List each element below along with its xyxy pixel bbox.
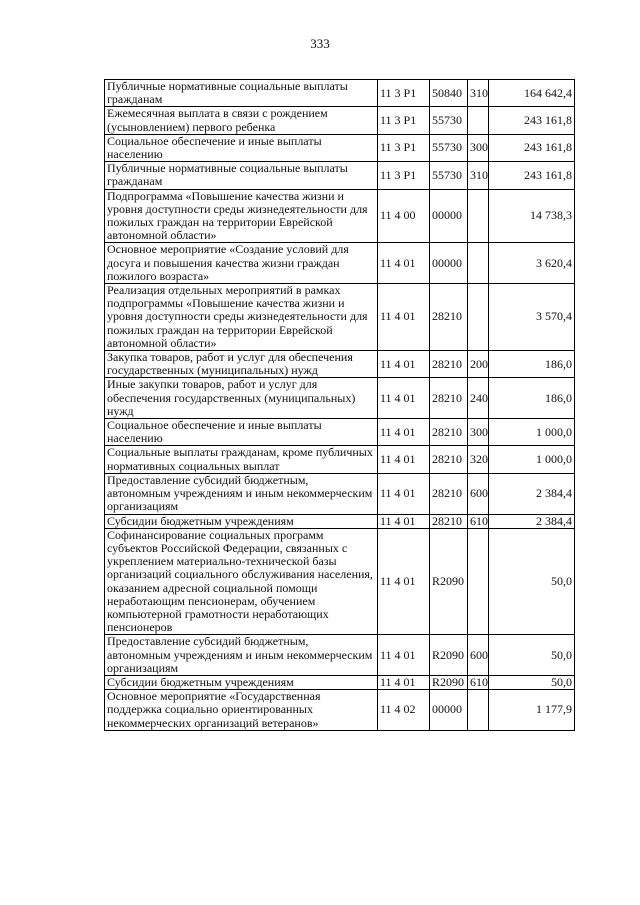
program-code-cell: 11 3 P1 [378,80,430,107]
table-row [105,690,575,731]
expense-type-cell: 320 [468,446,489,473]
expense-type-cell: 200 [468,351,489,378]
expense-type-cell [468,107,489,134]
expense-type-cell: 610 [468,514,489,528]
program-code-cell: 11 4 01 [378,528,430,635]
amount-cell: 3 620,4 [489,243,575,284]
expense-name-cell: Подпрограмма «Повышение качества жизни и уровня доступности среды жизнедеятельности для пожилых граждан на территории Еврейской автономной области» [105,189,378,243]
program-code-cell: 11 4 01 [378,473,430,514]
amount-cell: 50,0 [489,635,575,676]
direction-code-cell: 00000 [430,189,468,243]
expense-name-cell: Социальные выплаты гражданам, кроме публичных нормативных социальных выплат [105,446,378,473]
expense-name-cell: Софинансирование социальных программ субъектов Российской Федерации, связанных с укреплением материально-технической базы организаций социального обслуживания населения, оказанием адресной социальной помощи неработающим пенсионерам, обучением компьютерной грамотности неработающих пенсионеров [105,528,378,635]
expense-type-cell [468,284,489,351]
program-code-cell: 11 3 P1 [378,162,430,189]
expense-type-cell [468,528,489,635]
program-code-cell: 11 4 01 [378,351,430,378]
expense-name-cell: Субсидии бюджетным учреждениям [105,675,378,689]
expense-type-cell: 300 [468,419,489,446]
expense-name-cell: Субсидии бюджетным учреждениям [105,514,378,528]
expense-name-cell: Публичные нормативные социальные выплаты гражданам [105,162,378,189]
expense-type-cell [468,690,489,731]
expense-type-cell: 600 [468,473,489,514]
expense-type-cell [468,189,489,243]
amount-cell: 1 000,0 [489,419,575,446]
program-code-cell: 11 4 01 [378,675,430,689]
direction-code-cell: 28210 [430,514,468,528]
table-row [105,80,575,107]
amount-cell: 1 177,9 [489,690,575,731]
amount-cell: 243 161,8 [489,134,575,161]
direction-code-cell: 28210 [430,446,468,473]
amount-cell: 50,0 [489,675,575,689]
program-code-cell: 11 4 01 [378,446,430,473]
expense-type-cell: 610 [468,675,489,689]
direction-code-cell: 28210 [430,351,468,378]
direction-code-cell: 28210 [430,419,468,446]
table-row [105,284,575,351]
amount-cell: 164 642,4 [489,80,575,107]
program-code-cell: 11 3 P1 [378,134,430,161]
table-row [105,473,575,514]
expense-type-cell: 300 [468,134,489,161]
expense-type-cell [468,243,489,284]
table-row [105,675,575,689]
amount-cell: 2 384,4 [489,473,575,514]
table-row [105,514,575,528]
program-code-cell: 11 4 01 [378,378,430,419]
expense-name-cell: Реализация отдельных мероприятий в рамках подпрограммы «Повышение качества жизни и уровня доступности среды жизнедеятельности для пожилых граждан на территории Еврейской автономной области» [105,284,378,351]
direction-code-cell: R2090 [430,528,468,635]
program-code-cell: 11 3 P1 [378,107,430,134]
expense-type-cell: 240 [468,378,489,419]
program-code-cell: 11 4 01 [378,514,430,528]
table-row [105,635,575,676]
table-row [105,162,575,189]
direction-code-cell: R2090 [430,635,468,676]
budget-table [104,79,575,731]
direction-code-cell: 00000 [430,243,468,284]
expense-name-cell: Основное мероприятие «Создание условий для досуга и повышения качества жизни граждан пожилого возраста» [105,243,378,284]
table-row [105,351,575,378]
amount-cell: 243 161,8 [489,107,575,134]
table-row [105,446,575,473]
direction-code-cell: 55730 [430,134,468,161]
amount-cell: 186,0 [489,351,575,378]
table-row [105,134,575,161]
program-code-cell: 11 4 01 [378,243,430,284]
table-row [105,189,575,243]
amount-cell: 14 738,3 [489,189,575,243]
expense-name-cell: Основное мероприятие «Государственная поддержка социально ориентированных некоммерческих организаций ветеранов» [105,690,378,731]
amount-cell: 186,0 [489,378,575,419]
table-row [105,107,575,134]
expense-name-cell: Иные закупки товаров, работ и услуг для обеспечения государственных (муниципальных) нужд [105,378,378,419]
budget-table-body [105,80,575,731]
table-row [105,378,575,419]
expense-name-cell: Предоставление субсидий бюджетным, автономным учреждениям и иным некоммерческим организациям [105,473,378,514]
program-code-cell: 11 4 01 [378,635,430,676]
direction-code-cell: R2090 [430,675,468,689]
expense-type-cell: 600 [468,635,489,676]
direction-code-cell: 28210 [430,473,468,514]
amount-cell: 1 000,0 [489,446,575,473]
amount-cell: 3 570,4 [489,284,575,351]
amount-cell: 243 161,8 [489,162,575,189]
program-code-cell: 11 4 02 [378,690,430,731]
direction-code-cell: 55730 [430,162,468,189]
direction-code-cell: 28210 [430,378,468,419]
program-code-cell: 11 4 01 [378,419,430,446]
expense-name-cell: Ежемесячная выплата в связи с рождением (усыновлением) первого ребенка [105,107,378,134]
table-row [105,528,575,635]
expense-name-cell: Закупка товаров, работ и услуг для обеспечения государственных (муниципальных) нужд [105,351,378,378]
expense-type-cell: 310 [468,80,489,107]
expense-name-cell: Предоставление субсидий бюджетным, автономным учреждениям и иным некоммерческим организациям [105,635,378,676]
expense-name-cell: Социальное обеспечение и иные выплаты населению [105,419,378,446]
table-row [105,243,575,284]
direction-code-cell: 28210 [430,284,468,351]
amount-cell: 50,0 [489,528,575,635]
direction-code-cell: 00000 [430,690,468,731]
expense-name-cell: Публичные нормативные социальные выплаты гражданам [105,80,378,107]
table-row [105,419,575,446]
expense-type-cell: 310 [468,162,489,189]
direction-code-cell: 55730 [430,107,468,134]
program-code-cell: 11 4 00 [378,189,430,243]
direction-code-cell: 50840 [430,80,468,107]
expense-name-cell: Социальное обеспечение и иные выплаты населению [105,134,378,161]
page-number: 333 [310,36,330,51]
program-code-cell: 11 4 01 [378,284,430,351]
amount-cell: 2 384,4 [489,514,575,528]
